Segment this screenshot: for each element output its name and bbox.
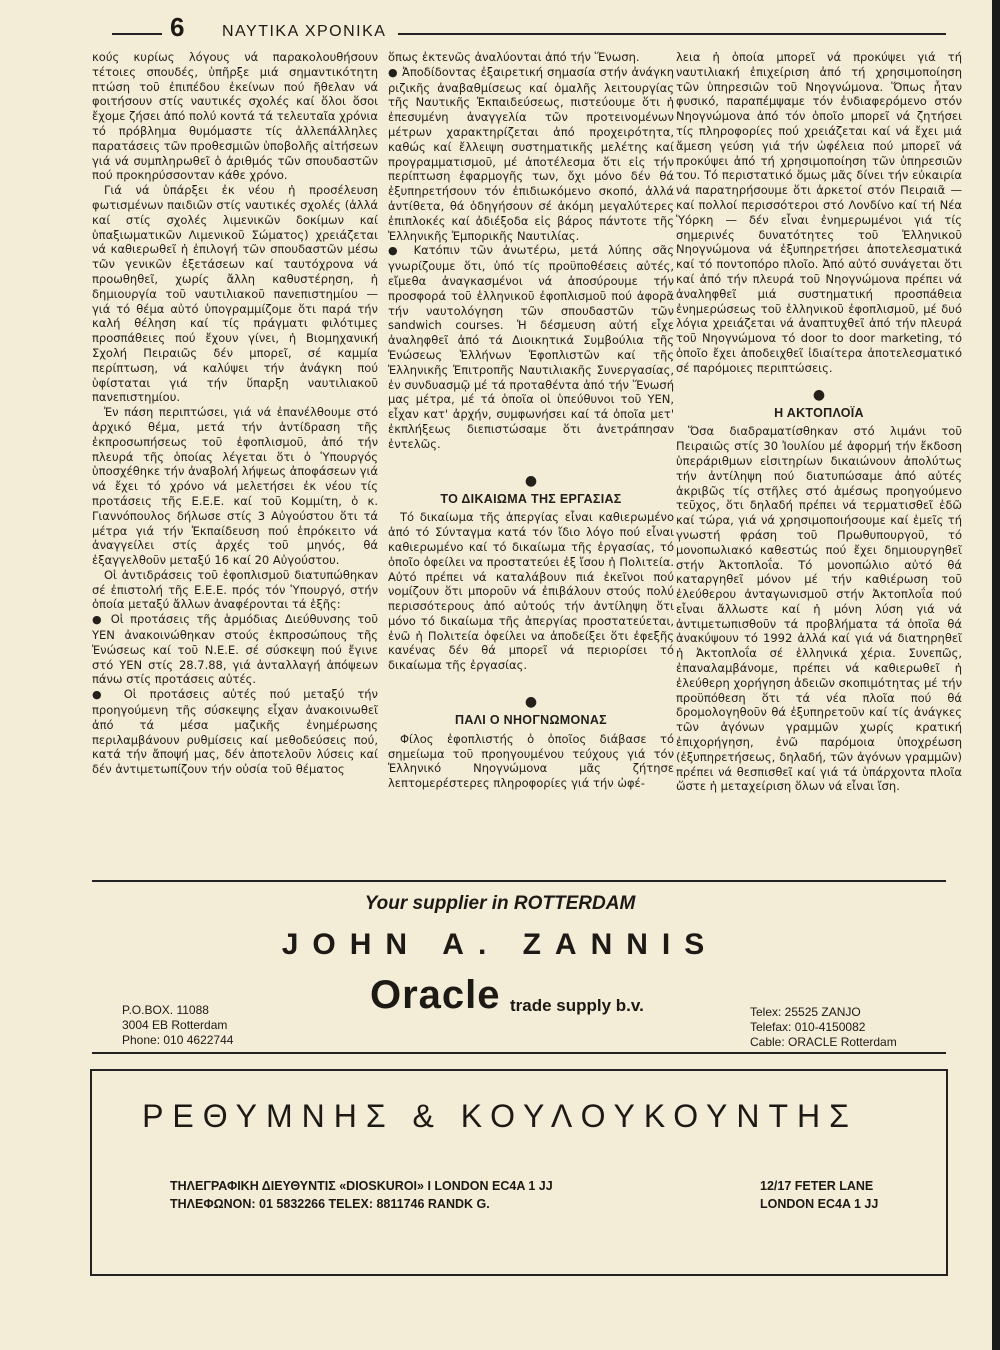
section-heading: ΤΟ ΔΙΚΑΙΩΜΑ ΤΗΣ ΕΡΓΑΣΙΑΣ xyxy=(440,491,622,506)
ad-contact-line: P.O.BOX. 11088 xyxy=(122,1003,209,1017)
ad-top-rule xyxy=(92,880,946,882)
paragraph: Φίλος ἐφοπλιστής ὁ ὁποῖος διάβασε τό σημείωμα τοῦ προηγουμένου τεύχους γιά τόν Ἑλληνικό Νηογνώμονα μᾶς ζήτησε λεπτομερέστερες πληροφορίες γιά τήν ὠφέ- xyxy=(388,731,674,791)
paragraph: κούς κυρίως λόγους νά παρακολουθήσουν τέτοιες σπουδές, ὑπῆρξε μιά σημαντικότητη πτώση τοῦ ἐπιπέδου ἐκείνων πού ἤθελαν νά φοιτήσουν στίς ναυτικές σχολές καί ὅλοι ὅσοι ἔχομε ζήσει ἀπό πολύ κοντά τά τελευταῖα χρόνια τό πρόβλημα θυμόμαστε τίς ἀλλεπάλληλες παρατάσεις τῶν προθεσμιῶν ὑποβολῆς αἰτήσεων γιά νά συμπληρωθεῖ ὁ ἀριθμός τῶν σπουδαστῶν πού προκηρύσσονταν κάθε χρόνο. xyxy=(92,50,378,183)
page-number: 6 xyxy=(170,12,185,42)
ad-brand-subtitle: trade supply b.v. xyxy=(510,996,644,1015)
section-bullet-icon: ● xyxy=(524,472,538,489)
ad-contact-line: Telefax: 010-4150082 xyxy=(750,1020,866,1034)
ad2-address-line: LONDON EC4A 1 JJ xyxy=(760,1197,879,1211)
ad-contact-line: Phone: 010 4622744 xyxy=(122,1033,234,1047)
header-rule-right xyxy=(398,33,946,35)
ad-bottom-rule xyxy=(92,1052,946,1054)
ad-headline: Your supplier in ROTTERDAM xyxy=(364,893,636,914)
paragraph: Ὅσα διαδραματίσθηκαν στό λιμάνι τοῦ Πειραιῶς στίς 30 Ἰουλίου μέ ἀφορμή τήν ἔκδοση ὑπεράριθμων εἰσιτηρίων δικαιώνουν ἀπολύτως τήν ἀντίληψη πού διατυπώσαμε ἀπό αὐτές ἀκριβῶς τίς στῆλες στό ἀμέσως προηγούμενο τεῦχος, ὅτι δηλαδή πρέπει νά τερματισθεῖ ἐδῶ καί τώρα, γιά νά χρησιμοποιήσουμε καί ἐμεῖς τή γνωστή φράση τοῦ Πρωθυπουργοῦ, τό μονοπωλιακό καθεστώς πού ἔχει δημιουργηθεῖ στήν Ἀκτοπλοΐα. Τό μονοπώλιο αὐτό θά καταργηθεῖ μόνον μέ τήν καθιέρωση τοῦ ἐλεύθερου ἀνταγωνισμοῦ στήν Ἀκτοπλοΐα πού εἶναι ἄλλωστε καί ἡ μόνη λύση γιά νά ἀντιμετωπισθοῦν τά προβλήματα τά ὁποῖα θά ἀνακύψουν τό 1992 ἀλλά καί γιά νά διατηρηθεῖ ἡ Ἀκτοπλοΐα σέ ἑλληνικά χέρια. Συνεπῶς, ἐπαναλαμβάνομε, πρέπει νά καθιερωθεῖ ἡ ἐλεύθερη χορήγηση ἀδειῶν σκοπιμότητας μέ τήν προϋπόθεση ὅτι τά νέα πλοῖα πού θά δρομολογηθοῦν θά ἐξυπηρετοῦν καί τίς ἀνάγκες τῶν ἀγόνων γραμμῶν χωρίς κρατική ἐπιχορήγηση, ἐνῶ παρόμοια ὑποχρέωση (ἐξυπηρετήσεως, δηλαδή, τῶν ἀγόνων γραμμῶν) πρέπει νά θεσπισθεῖ καί γιά τά ὑπάρχοντα πλοῖα ὥστε ἡ μεταχείριση ὅλων νά εἶναι ἴση. xyxy=(676,424,962,794)
section-heading: Η ΑΚΤΟΠΛΟΪΑ xyxy=(774,405,864,420)
page-edge xyxy=(992,0,1000,1350)
paragraph: Τό δικαίωμα τῆς ἀπεργίας εἶναι καθιερωμένο ἀπό τό Σύνταγμα κατά τόν ἴδιο λόγο πού εἶναι καθιερωμένο καί τό δικαίωμα τῆς ἐργασίας, τό ὁποῖο ὀφείλει να προστατεύει ἐξ ἴσου ἡ Πολιτεία. Αὐτό πρέπει νά καταλάβουν πιά ἐκεῖνοι πού νομίζουν ὅτι μποροῦν νά ἐπιβάλουν στούς πολύ περισσότερους ἀπό αὐτούς τήν ἀντίληψη ὅτι μόνο τό δικαίωμα τῆς ἀπεργίας προστατεύεται, ἐνῶ ἡ Πολιτεία ὀφείλει να ἀποδείξει ὅτι ἐφεξῆς κανένας δέν θά μπορεῖ νά περιορίσει τό δικαίωμα τῆς ἐργασίας. xyxy=(388,510,674,673)
ad-contact-line: 3004 EB Rotterdam xyxy=(122,1018,228,1032)
paragraph: Ἐν πάση περιπτώσει, γιά νά ἐπανέλθουμε στό ἀρχικό θέμα, μετά τήν ἀντίδραση τῆς ἐκπροσωπήσεως τοῦ ἐφοπλισμοῦ, ἀπό τήν πλευρά τῆς ὁποίας λέγεται ὅτι ὁ Ὑπουργός ὑποσχέθηκε τήν ἀναβολή λήψεως ἀποφάσεων γιά νά ἔχει τό χρόνο νά μελετήσει ἐκ νέου τίς προτάσεις τῆς Ε.Ε.Ε. καί τοῦ Κομμίτη, ὁ κ. Γιαννόπουλος δήλωσε στίς 3 Αὐγούστου ὅτι τά μέτρα γιά τήν Ἐκπαίδευση πού ἐπρόκειτο νά ἀναγγείλει στίς ἀρχές τοῦ μηνός, θά ἐξαγγελθοῦν μεταξύ 16 καί 20 Αὐγούστου. xyxy=(92,405,378,568)
header-rule-left xyxy=(112,33,162,35)
ad-contact-left xyxy=(122,1003,233,1048)
column-3 xyxy=(676,50,962,794)
section-bullet-icon: ● xyxy=(524,694,538,711)
paragraph: ὅπως ἐκτενῶς ἀναλύονται ἀπό τήν Ἕνωση. xyxy=(388,50,640,64)
ad2-phone-line: ΤΗΛΕΦΩΝΟΝ: 01 5832266 TELEX: 8811746 RANDK G. xyxy=(170,1197,490,1211)
ad-contact-right xyxy=(750,1005,897,1050)
bullet-paragraph: ● Οἱ προτάσεις αὐτές πού μεταξύ τήν προηγούμενη τῆς σύσκεψης εἶχαν ἀνακοινωθεῖ ἀπό τά μέσα μαζικῆς ἐνημέρωσης περιλαμβάνουν ρυθμίσεις καί μεθοδεύσεις πού, κατά τήν ἄποψή μας, δέν ἀποτελοῦν λύσεις καί δέν ἀντιμετωπίζουν τήν οὐσία τοῦ θέματος xyxy=(92,687,378,777)
ad-brand: Oracle xyxy=(370,973,501,1017)
paragraph: Γιά νά ὑπάρξει ἐκ νέου ἡ προσέλευση φωτισμένων παιδιῶν στίς ναυτικές σχολές (ἀλλά καί στίς σχολές λιμενικῶν δοκίμων καί ὑπαξιωματικῶν Λιμενικοῦ Σώματος) χρειάζεται νά καθιερωθεῖ ἡ ἐπιλογή τῶν σπουδαστῶν μέσω τῶν γενικῶν ἐξετάσεων καί ταυτόχρονα νά προωθηθεῖ, χωρίς ἄλλη καθυστέρηση, ἡ δημιουργία τοῦ ναυτιλιακοῦ πανεπιστημίου — γιά τό θέμα αὐτό ὑπογραμμίζομε ὅτι παρά τήν καλή θέληση καί τίς πράγματι φιλότιμες προσπάθειες πού ἔχουν γίνει, ἡ Βιομηχανική Σχολή Πειραιῶς δέν μπορεῖ, σέ καμμία περίπτωση, νά καλύψει τήν ἀνάγκη πού ὑφίσταται γιά τήν ὕπαρξη ναυτιλιακοῦ πανεπιστημίου. xyxy=(92,183,378,405)
section-heading: ΠΑΛΙ Ο ΝΗΟΓΝΩΜΟΝΑΣ xyxy=(455,713,607,728)
ad-company-name: JOHN A. ZANNIS xyxy=(281,928,719,961)
ad-contact-line: Cable: ORACLE Rotterdam xyxy=(750,1035,897,1049)
ad2-address-line: 12/17 FETER LANE xyxy=(760,1179,874,1193)
column-1 xyxy=(92,50,378,777)
publication-title: ΝΑΥΤΙΚΑ ΧΡΟΝΙΚΑ xyxy=(222,23,387,40)
ad2-company-name: ΡΕΘΥΜΝΗΣ & ΚΟΥΛΟΥΚΟΥΝΤΗΣ xyxy=(142,1098,858,1134)
ad2-telegraph-line: ΤΗΛΕΓΡΑΦΙΚΗ ΔΙΕΥΘΥΝΤΙΣ «DIOSKUROI» I LONDON EC4A 1 JJ xyxy=(170,1179,553,1193)
bullet-paragraph: ● Οἱ προτάσεις τῆς ἁρμόδιας Διεύθυνσης τοῦ ΥΕΝ ἀνακοινώθηκαν στούς ἐκπροσώπους τῆς Ἑνώσεως καί τοῦ Ν.Ε.Ε. σέ σύσκεψη πού ἔγινε στό ΥΕΝ στίς 28.7.88, γιά ἀνταλλαγή ἀπόψεων πάνω στίς προτάσεις αὐτές. xyxy=(92,612,378,687)
bullet-paragraph: ● Ἀποδίδοντας ἐξαιρετική σημασία στήν ἀνάγκη ριζικῆς ἀναβαθμίσεως καί ὁμαλῆς λειτουργίας τῆς Ναυτικῆς Ἐκπαιδεύσεως, πιστεύουμε ὅτι ἡ ἐπεσυμένη ἀναγγελία τῶν προτεινομένων μέτρων χαρακτηρίζεται ἀπό προχειρότητα, καθώς καί ἔλλειψη συστηματικῆς μελέτης καί προγραμματισμοῦ, μέ ἀποτέλεσμα ὅτι εἰς τήν περίπτωση ἐφαρμογῆς των, ὄχι μόνο δέν θά ἐξυπηρετήσουν τόν ἐπιδιωκόμενο σκοπό, ἀλλά ἀντίθετα, θά ὁδηγήσουν σέ ἀκόμη μεγαλύτερες ἐπιπλοκές καί ἀδιέξοδα εἰς βάρος πάντοτε τῆς Ἑλληνικῆς Ἐμπορικῆς Ναυτιλίας. xyxy=(388,65,674,244)
paragraph: Οἱ ἀντιδράσεις τοῦ ἐφοπλισμοῦ διατυπώθηκαν σέ ἐπιστολή τῆς Ε.Ε.Ε. πρός τόν Ὑπουργό, στήν ὁποία μεταξύ ἄλλων ἀναφέρονται τά ἑξῆς: xyxy=(92,567,378,612)
ad-contact-line: Telex: 25525 ZANJO xyxy=(750,1005,861,1019)
section-bullet-icon: ● xyxy=(812,386,826,403)
bullet-paragraph: ● Κατόπιν τῶν ἀνωτέρω, μετά λύπης σᾶς γνωρίζουμε ὅτι, ὑπό τίς προϋποθέσεις αὐτές, εἴμεθα ἀναγκασμένοι νά ἀποσύρουμε τήν προσφορά τοῦ ἑλληνικοῦ ἐφοπλισμοῦ πού ἀφορᾶ τήν ναυτολόγηση τῶν σπουδαστῶν τῶν sandwich courses. Ἡ δέσμευση αὐτή εἶχε ἀναληφθεῖ ἀπό τά Διοικητικά Συμβούλια τῆς Ἑνώσεως Ἑλλήνων Ἐφοπλιστῶν καί τῆς Ἑλληνικῆς Ἐπιτροπῆς Ναυτιλιακῆς Συνεργασίας, ἐν συνδυασμῷ μέ τά προταθέντα ἀπό τήν Ἕνωσή μας μέτρα, μέ τά ὁποῖα οἱ ὑπεύθυνοι τοῦ ΥΕΝ, εἶχαν κατ' ἀρχήν, συμφωνήσει καί τά ὁποῖα μετ' ἐκπλήξεως διεπιστώσαμε ὅτι ἀνετράπησαν ἐντελῶς. xyxy=(388,243,674,451)
paragraph: λεια ἡ ὁποία μπορεῖ νά προκύψει γιά τή ναυτιλιακή ἐπιχείριση ἀπό τή χρησιμοποίηση τῶν ὑπηρεσιῶν τοῦ Νηογνώμονα. Ὅπως ἦταν φυσικό, παραπέμψαμε τόν ἐνδιαφερόμενο στόν Νηογνώμονα ἀπό τόν ὁποῖο μπορεῖ νά ζητήσει τίς πληροφορίες πού χρειάζεται καί νά ἔχει μιά ἄμεση γεύση γιά τήν ὠφέλεια πού μπορεῖ νά προκύψει ἀπό τή χρησιμοποίηση τῶν ὑπηρεσιῶν του. Τό περιστατικό ὅμως μᾶς δίνει τήν εὐκαιρία νά παρατηρήσουμε ὅτι ἀρκετοί στόν Πειραιᾶ — καί πολλοί περισσότεροι στό Λονδίνο καί τή Νέα Ὑόρκη — δέν εἶναι ἐνημερωμένοι γιά τίς σημερινές δυνατότητες τοῦ Ἑλληνικοῦ Νηογνώμονα νά ἐξυπηρετήσει ἀποτελεσματικά καί τό ποντοπόρο πλοῖο. Ἀπό αὐτό συνάγεται ὅτι καί ἀπό τήν πλευρά τοῦ Νηογνώμονα πρέπει νά ἀναληφθεῖ μιά συστηματική προσπάθεια ἐνημερώσεως τοῦ ἑλληνικοῦ ἐφοπλισμοῦ, μέ δυό λόγια χρειάζεται νά ἀναπτυχθεῖ ἀπό τήν πλευρά τοῦ Νηογνώμονα τό door to door marketing, τό ὁποῖο ἔχει ἀποδειχθεῖ ἰδιαίτερα ἀποτελεσματικό σέ παρόμοιες περιπτώσεις. xyxy=(676,50,962,375)
column-2 xyxy=(388,50,674,791)
